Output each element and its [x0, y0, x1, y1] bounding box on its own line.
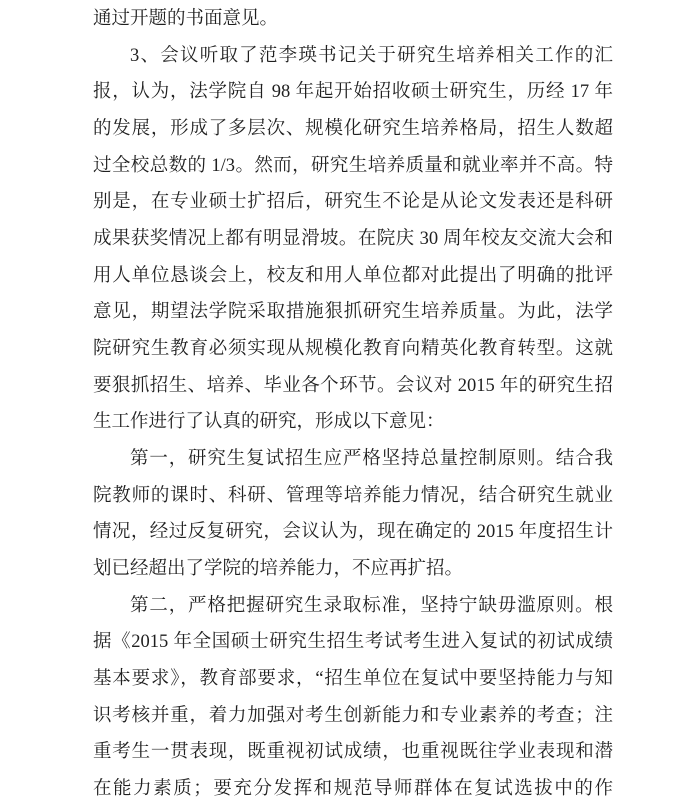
text-line: 在能力素质；要充分发挥和规范导师群体在复试选拔中的作 [93, 779, 613, 800]
text-line: 用人单位恳谈会上，校友和用人单位都对此提出了明确的批评 [93, 265, 613, 286]
text-line: 基本要求》，教育部要求，“招生单位在复试中要坚持能力与知 [93, 669, 613, 690]
text-line: 院教师的课时、科研、管理等培养能力情况，结合研究生就业 [93, 485, 613, 506]
text-line: 成果获奖情况上都有明显滑坡。在院庆 30 周年校友交流大会和 [93, 229, 613, 250]
text-line: 第二，严格把握研究生录取标准，坚持宁缺毋滥原则。根 [130, 595, 613, 616]
text-line: 划已经超出了学院的培养能力，不应再扩招。 [93, 559, 464, 580]
text-line: 意见，期望法学院采取措施狠抓研究生培养质量。为此，法学 [93, 302, 613, 323]
text-line: 据《2015 年全国硕士研究生招生考试考生进入复试的初试成绩 [93, 632, 613, 653]
text-line: 要狠抓招生、培养、毕业各个环节。会议对 2015 年的研究生招 [93, 375, 613, 396]
text-line: 的发展，形成了多层次、规模化研究生培养格局，招生人数超 [93, 119, 613, 140]
text-line: 院研究生教育必须实现从规模化教育向精英化教育转型。这就 [93, 339, 613, 360]
text-line: 重考生一贯表现，既重视初试成绩，也重视既往学业表现和潜 [93, 742, 613, 763]
text-line: 第一，研究生复试招生应严格坚持总量控制原则。结合我 [130, 449, 613, 470]
text-line: 生工作进行了认真的研究，形成以下意见： [93, 412, 445, 433]
text-line: 别是，在专业硕士扩招后，研究生不论是从论文发表还是科研 [93, 192, 613, 213]
text-line: 报，认为，法学院自 98 年起开始招收硕士研究生，历经 17 年 [93, 82, 613, 103]
document-text [93, 1, 613, 808]
text-line: 通过开题的书面意见。 [93, 9, 279, 29]
text-line: 3、会议听取了范李瑛书记关于研究生培养相关工作的汇 [130, 45, 613, 66]
text-line: 过全校总数的 1/3。然而，研究生培养质量和就业率并不高。特 [93, 155, 613, 176]
text-line: 识考核并重，着力加强对考生创新能力和专业素养的考查；注 [93, 705, 613, 726]
text-line: 情况，经过反复研究，会议认为，现在确定的 2015 年度招生计 [93, 522, 613, 543]
